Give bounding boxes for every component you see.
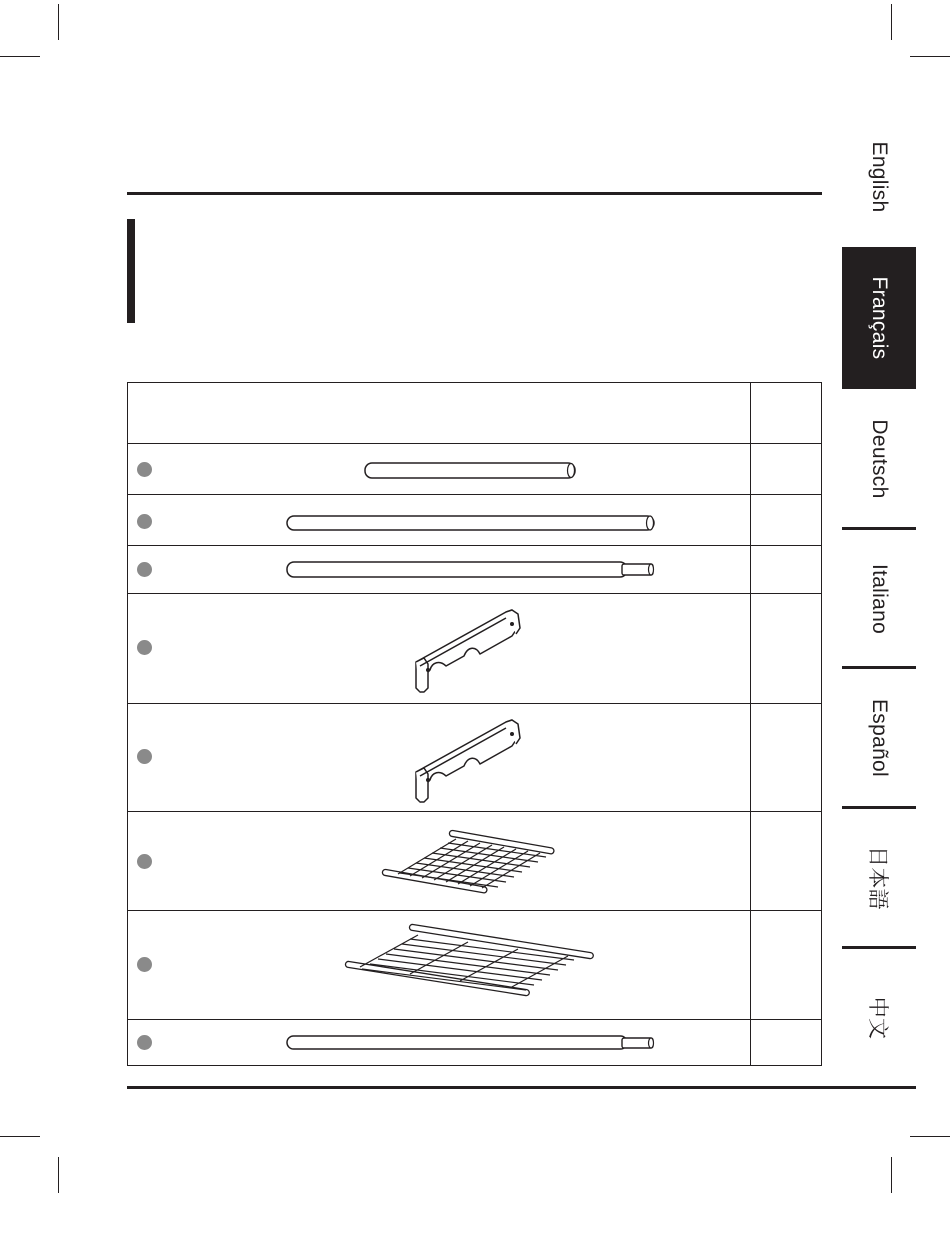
long-tube-connector-part (128, 546, 821, 594)
tab-label: Français (868, 276, 891, 360)
tab-label: 中文 (866, 996, 889, 1040)
tab-francais[interactable] (842, 247, 916, 389)
small-wire-shelf-part (128, 812, 821, 911)
crop-mark (58, 4, 59, 40)
tab-deutsch[interactable] (842, 390, 916, 528)
tab-espanol[interactable] (842, 669, 916, 807)
long-tube-part (128, 495, 821, 546)
crop-mark (58, 1157, 59, 1193)
crop-mark (910, 1136, 950, 1137)
crop-mark (0, 1136, 40, 1137)
table-row (128, 593, 821, 703)
bottom-rule (127, 1086, 916, 1089)
table-row (128, 494, 821, 545)
table-row (128, 443, 821, 494)
long-tube-connector-part (128, 1020, 821, 1066)
tab-japanese[interactable] (842, 809, 916, 947)
crop-mark (891, 4, 892, 40)
heading-bar (127, 219, 135, 323)
shelf-bracket-part (128, 704, 821, 812)
table-row (128, 703, 821, 811)
tab-label: 日本語 (866, 846, 889, 910)
large-wire-shelf-part (128, 911, 821, 1020)
crop-mark (0, 56, 40, 57)
table-row (128, 811, 821, 910)
table-row (128, 910, 821, 1019)
table-row (128, 1019, 821, 1065)
tab-italiano[interactable] (842, 530, 916, 668)
tab-english[interactable] (842, 108, 916, 246)
parts-table (127, 382, 822, 1066)
top-rule (127, 192, 822, 195)
short-tube-part (128, 444, 821, 495)
tab-chinese[interactable] (842, 949, 916, 1087)
tab-label: Deutsch (868, 419, 891, 499)
shelf-bracket-part (128, 594, 821, 704)
tab-label: English (868, 141, 891, 213)
tab-label: Español (868, 699, 891, 777)
crop-mark (891, 1157, 892, 1193)
tab-label: Italiano (868, 563, 891, 635)
crop-mark (910, 56, 950, 57)
table-row (128, 545, 821, 593)
